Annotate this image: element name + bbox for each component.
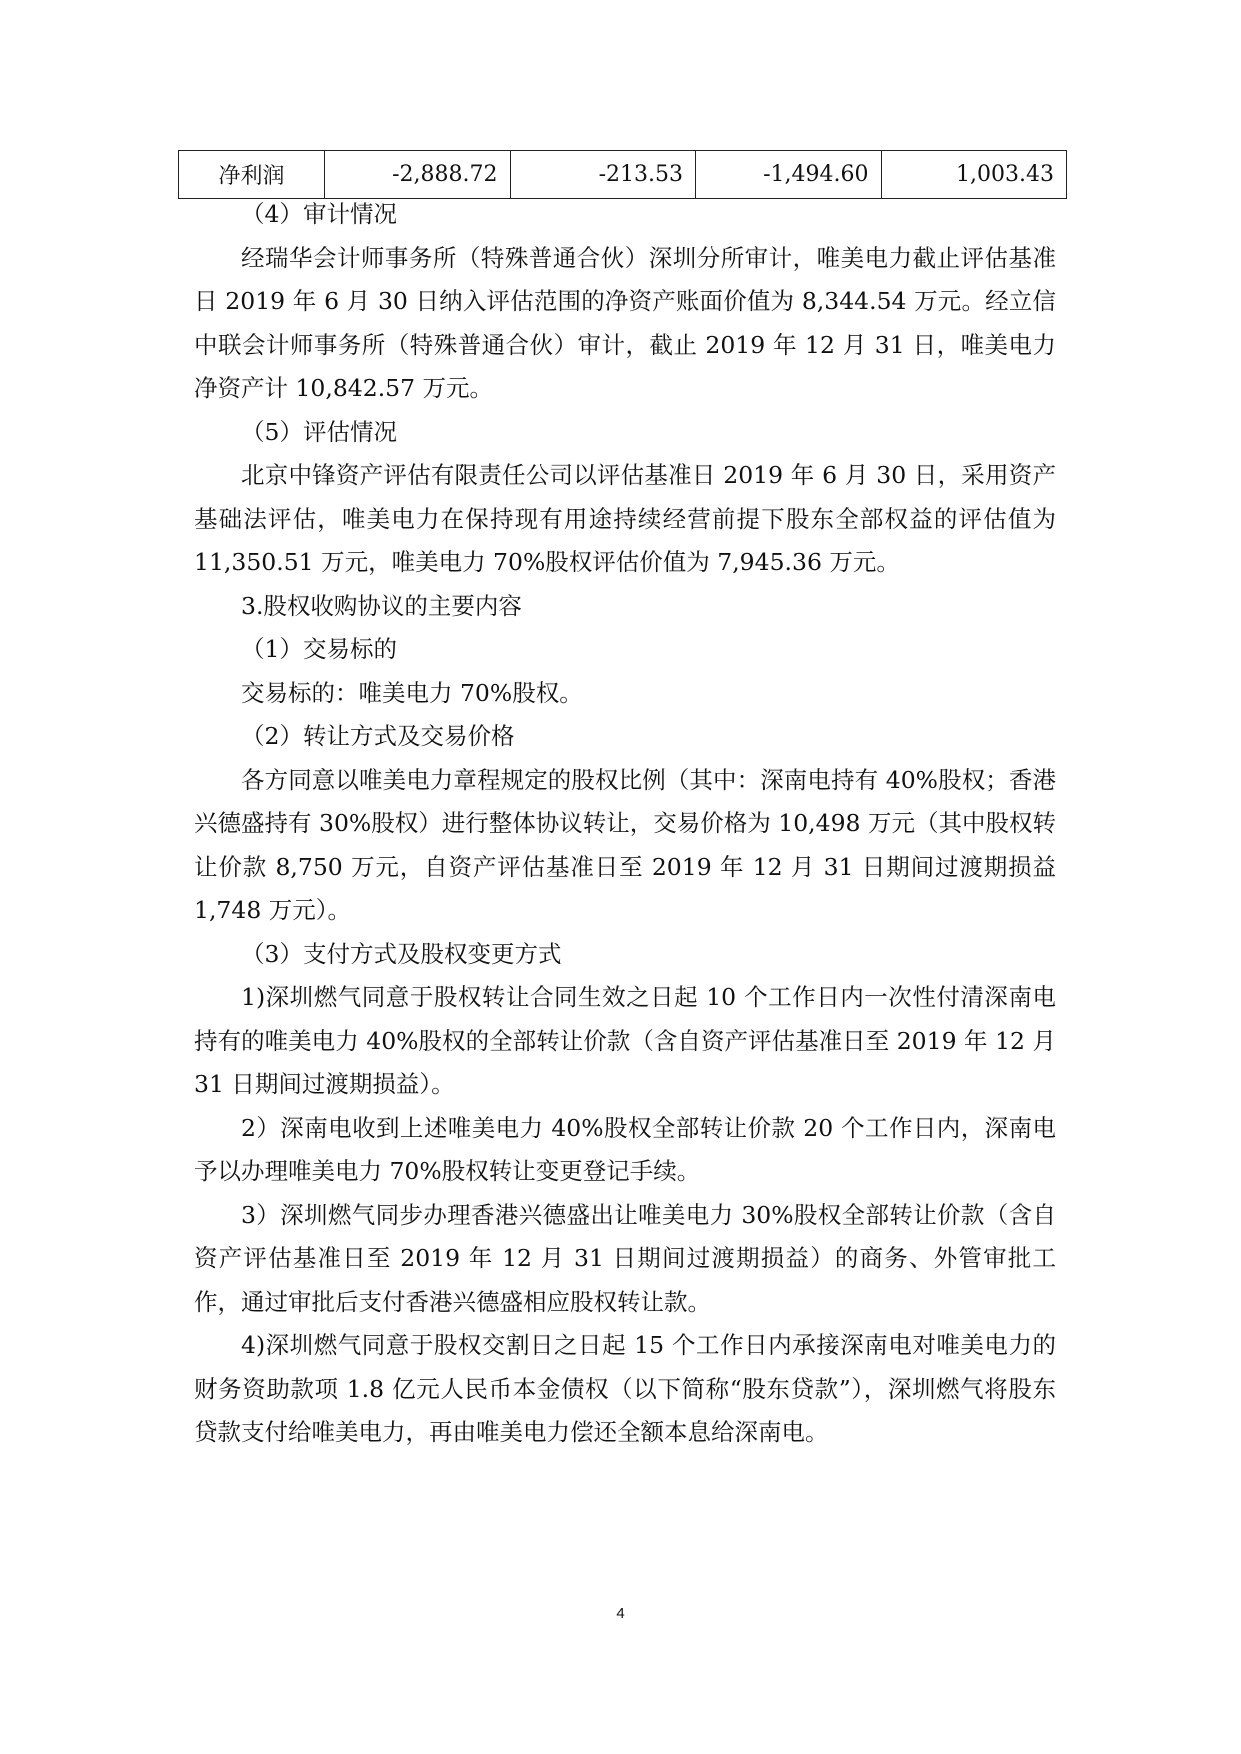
section-heading: （3）支付方式及股权变更方式 xyxy=(241,939,562,968)
section-heading: 3.股权收购协议的主要内容 xyxy=(241,591,522,620)
paragraph: 各方同意以唯美电力章程规定的股权比例（其中：深南电持有 40%股权；香港兴德盛持有 30%股权）进行整体协议转让，交易价格为 10,498 万元（其中股权转让价款 8,750 万元，自资产评估基准日至 2019 年 12 月 31 日期间过渡期损益 1,748 万元）。 xyxy=(194,765,1056,924)
paragraph: 4)深圳燃气同意于股权交割日之日起 15 个工作日内承接深南电对唯美电力的财务资助款项 1.8 亿元人民币本金债权（以下简称“股东贷款”），深圳燃气将股东贷款支付给唯美电力，再由唯美电力偿还全额本息给深南电。 xyxy=(194,1331,1056,1446)
table-cell: -213.53 xyxy=(510,151,696,199)
paragraph: 经瑞华会计师事务所（特殊普通合伙）深圳分所审计，唯美电力截止评估基准日 2019 年 6 月 30 日纳入评估范围的净资产账面价值为 8,344.54 万元。经立信中联会计师事务所（特殊普通合伙）审计，截止 2019 年 12 月 31 日，唯美电力净资产计 10,842.57 万元。 xyxy=(194,243,1056,402)
table-row-label: 净利润 xyxy=(179,151,325,199)
paragraph: 2）深南电收到上述唯美电力 40%股权全部转让价款 20 个工作日内，深南电予以办理唯美电力 70%股权转让变更登记手续。 xyxy=(194,1113,1056,1185)
section-heading: （1）交易标的 xyxy=(241,635,397,663)
paragraph: 1)深圳燃气同意于股权转让合同生效之日起 10 个工作日内一次性付清深南电持有的唯美电力 40%股权的全部转让价款（含自资产评估基准日至 2019 年 12 月 31 日期间过渡期损益）。 xyxy=(194,983,1056,1098)
section-heading: （5）评估情况 xyxy=(241,417,397,446)
page-number: 4 xyxy=(616,1605,625,1622)
section-heading: （4）审计情况 xyxy=(241,200,397,228)
table-row xyxy=(179,151,1067,199)
body-text xyxy=(194,193,1056,1455)
table-cell: 1,003.43 xyxy=(881,151,1067,199)
paragraph: 3）深圳燃气同步办理香港兴德盛出让唯美电力 30%股权全部转让价款（含自资产评估基准日至 2019 年 12 月 31 日期间过渡期损益）的商务、外管审批工作，通过审批后支付香港兴德盛相应股权转让款。 xyxy=(194,1200,1056,1316)
paragraph: 交易标的：唯美电力 70%股权。 xyxy=(241,678,583,707)
financial-table xyxy=(178,150,1067,199)
paragraph: 北京中锋资产评估有限责任公司以评估基准日 2019 年 6 月 30 日，采用资产基础法评估，唯美电力在保持现有用途持续经营前提下股东全部权益的评估值为 11,350.51 万元，唯美电力 70%股权评估价值为 7,945.36 万元。 xyxy=(194,461,1056,576)
table-cell: -1,494.60 xyxy=(696,151,882,199)
table-cell: -2,888.72 xyxy=(325,151,511,199)
section-heading: （2）转让方式及交易价格 xyxy=(241,722,515,750)
